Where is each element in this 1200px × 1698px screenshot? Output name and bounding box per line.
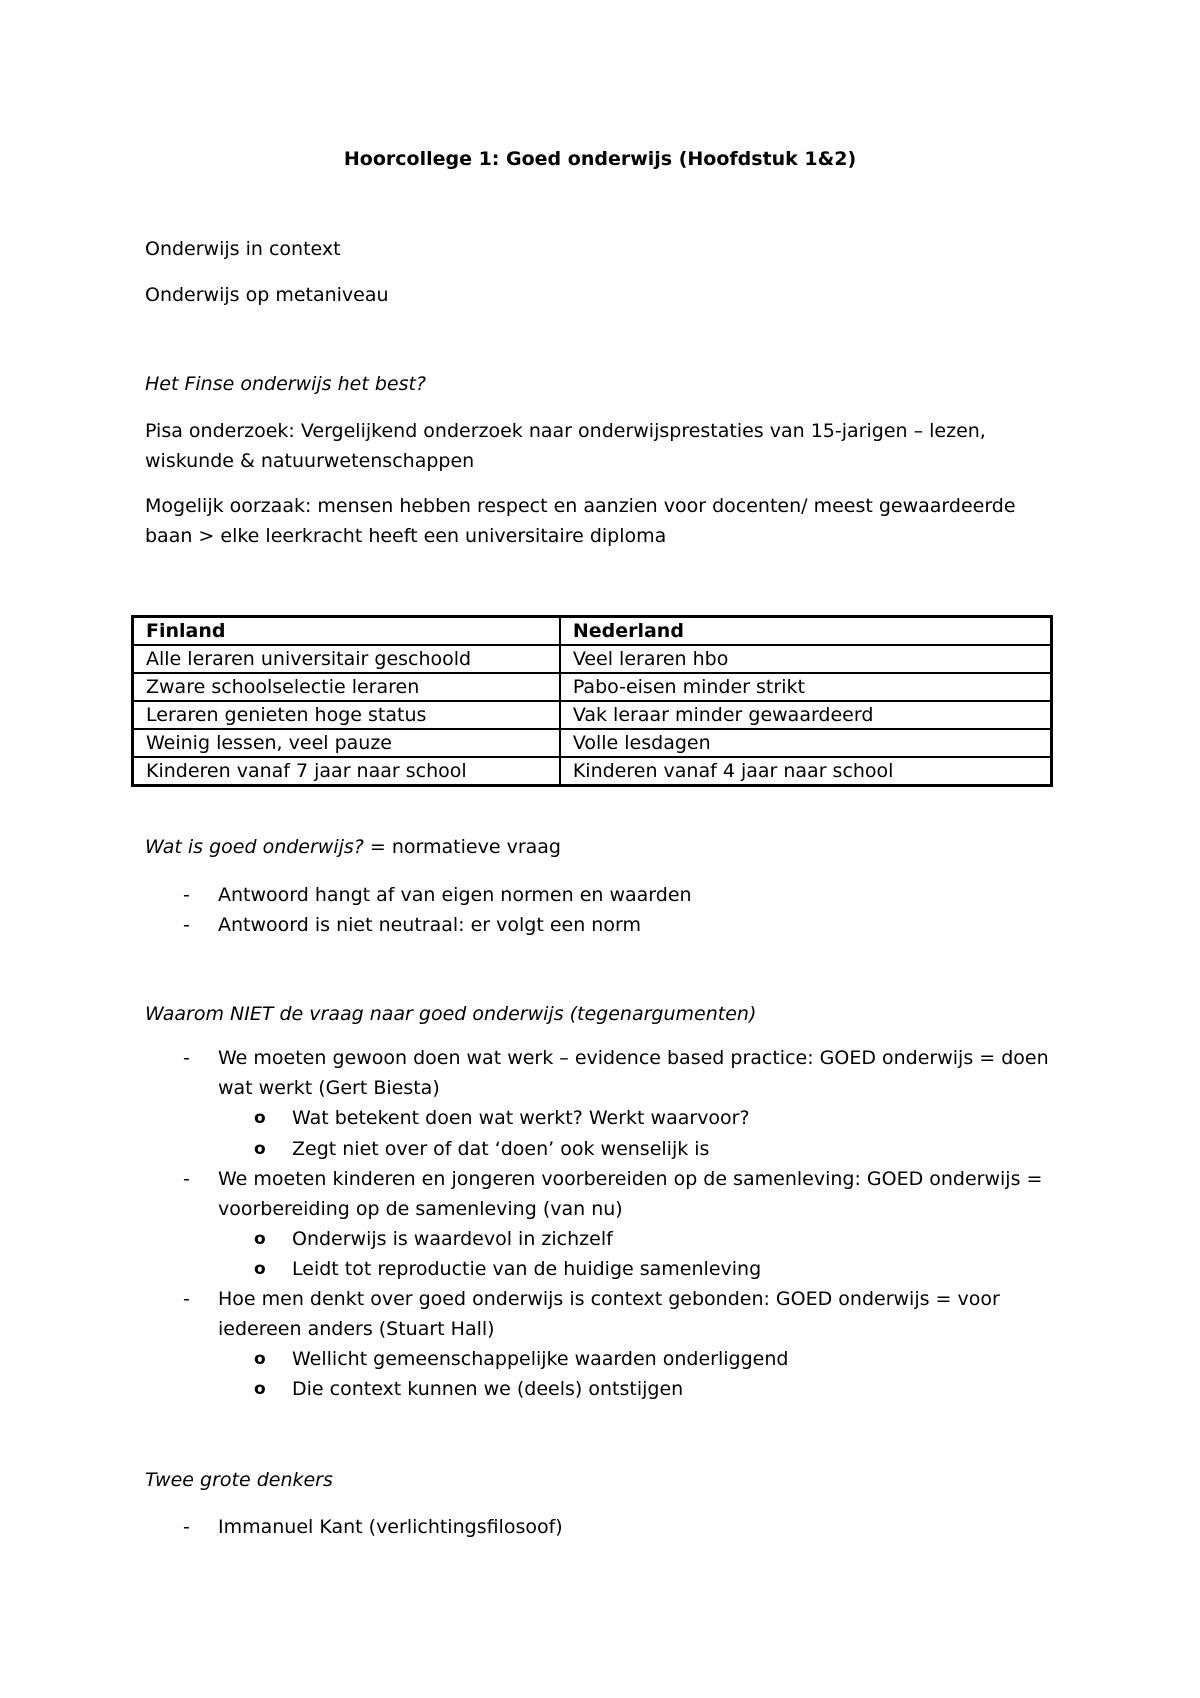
section-heading-tegenargumenten: Waarom NIET de vraag naar goed onderwijs (tegenargumenten) (145, 1003, 757, 1025)
document-title: Hoorcollege 1: Goed onderwijs (Hoofdstuk 1&2) (343, 148, 857, 170)
sub-bullet-marker: o (254, 1349, 266, 1369)
table-row (133, 757, 1052, 786)
sub-bullet-text: Leidt tot reproductie van de huidige samenleving (292, 1258, 762, 1280)
bullet-dash: - (183, 1288, 190, 1310)
bullet-text: Antwoord hangt af van eigen normen en waarden (218, 884, 692, 906)
table-cell: Weinig lessen, veel pauze (133, 729, 560, 757)
table-cell: Alle leraren universitair geschoold (133, 645, 560, 673)
bullet-dash: - (183, 1168, 190, 1190)
bullet-text: Immanuel Kant (verlichtingsfilosoof) (218, 1516, 563, 1538)
bullet-text: We moeten kinderen en jongeren voorbereiden op de samenleving: GOED onderwijs = voorbereiding op de samenleving (van nu) (218, 1168, 1043, 1220)
sub-bullet-marker: o (254, 1259, 266, 1279)
table-cell: Vak leraar minder gewaardeerd (560, 701, 1052, 729)
bullet-dash: - (183, 914, 190, 936)
paragraph-oorzaak: Mogelijk oorzaak: mensen hebben respect en aanzien voor docenten/ meest gewaardeerde baan > elke leerkracht heeft een universitaire diploma (145, 495, 1016, 547)
intro-line-context: Onderwijs in context (145, 238, 341, 260)
table-row (133, 673, 1052, 701)
bullet-text: Antwoord is niet neutraal: er volgt een norm (218, 914, 641, 936)
sub-bullet-text: Onderwijs is waardevol in zichzelf (292, 1228, 613, 1250)
table-cell: Kinderen vanaf 4 jaar naar school (560, 757, 1052, 786)
table-cell: Leraren genieten hoge status (133, 701, 560, 729)
table-cell: Pabo-eisen minder strikt (560, 673, 1052, 701)
section-heading-finse: Het Finse onderwijs het best? (145, 373, 427, 395)
table-cell: Kinderen vanaf 7 jaar naar school (133, 757, 560, 786)
paragraph-pisa: Pisa onderzoek: Vergelijkend onderzoek naar onderwijsprestaties van 15-jarigen – lezen, wiskunde & natuurwetenschappen (145, 420, 986, 472)
table-row (133, 645, 1052, 673)
bullet-dash: - (183, 884, 190, 906)
intro-line-metaniveau: Onderwijs op metaniveau (145, 284, 389, 306)
table-row (133, 701, 1052, 729)
bullet-dash: - (183, 1516, 190, 1538)
bullet-dash: - (183, 1047, 190, 1069)
sub-bullet-text: Wellicht gemeenschappelijke waarden onderliggend (292, 1348, 789, 1370)
sub-bullet-marker: o (254, 1108, 266, 1128)
comparison-table (131, 615, 1053, 787)
section-heading-denkers: Twee grote denkers (145, 1469, 333, 1491)
table-header-row (133, 617, 1052, 646)
table-header-finland: Finland (133, 617, 560, 646)
section-heading-goed-onderwijs (145, 832, 1065, 862)
sub-bullet-text: Zegt niet over of dat ‘doen’ ook wenselijk is (292, 1138, 710, 1160)
sub-bullet-text: Wat betekent doen wat werkt? Werkt waarvoor? (292, 1107, 750, 1129)
table-cell: Zware schoolselectie leraren (133, 673, 560, 701)
bullet-text: Hoe men denkt over goed onderwijs is context gebonden: GOED onderwijs = voor iedereen anders (Stuart Hall) (218, 1288, 1000, 1340)
table-header-nederland: Nederland (560, 617, 1052, 646)
heading-italic-part: Wat is goed onderwijs? (145, 836, 364, 858)
sub-bullet-text: Die context kunnen we (deels) ontstijgen (292, 1378, 684, 1400)
sub-bullet-marker: o (254, 1229, 266, 1249)
table-cell: Veel leraren hbo (560, 645, 1052, 673)
sub-bullet-marker: o (254, 1139, 266, 1159)
heading-plain-part: = normatieve vraag (363, 836, 561, 858)
sub-bullet-marker: o (254, 1379, 266, 1399)
table-cell: Volle lesdagen (560, 729, 1052, 757)
bullet-text: We moeten gewoon doen wat werk – evidence based practice: GOED onderwijs = doen wat werkt (Gert Biesta) (218, 1047, 1049, 1099)
table-row (133, 729, 1052, 757)
